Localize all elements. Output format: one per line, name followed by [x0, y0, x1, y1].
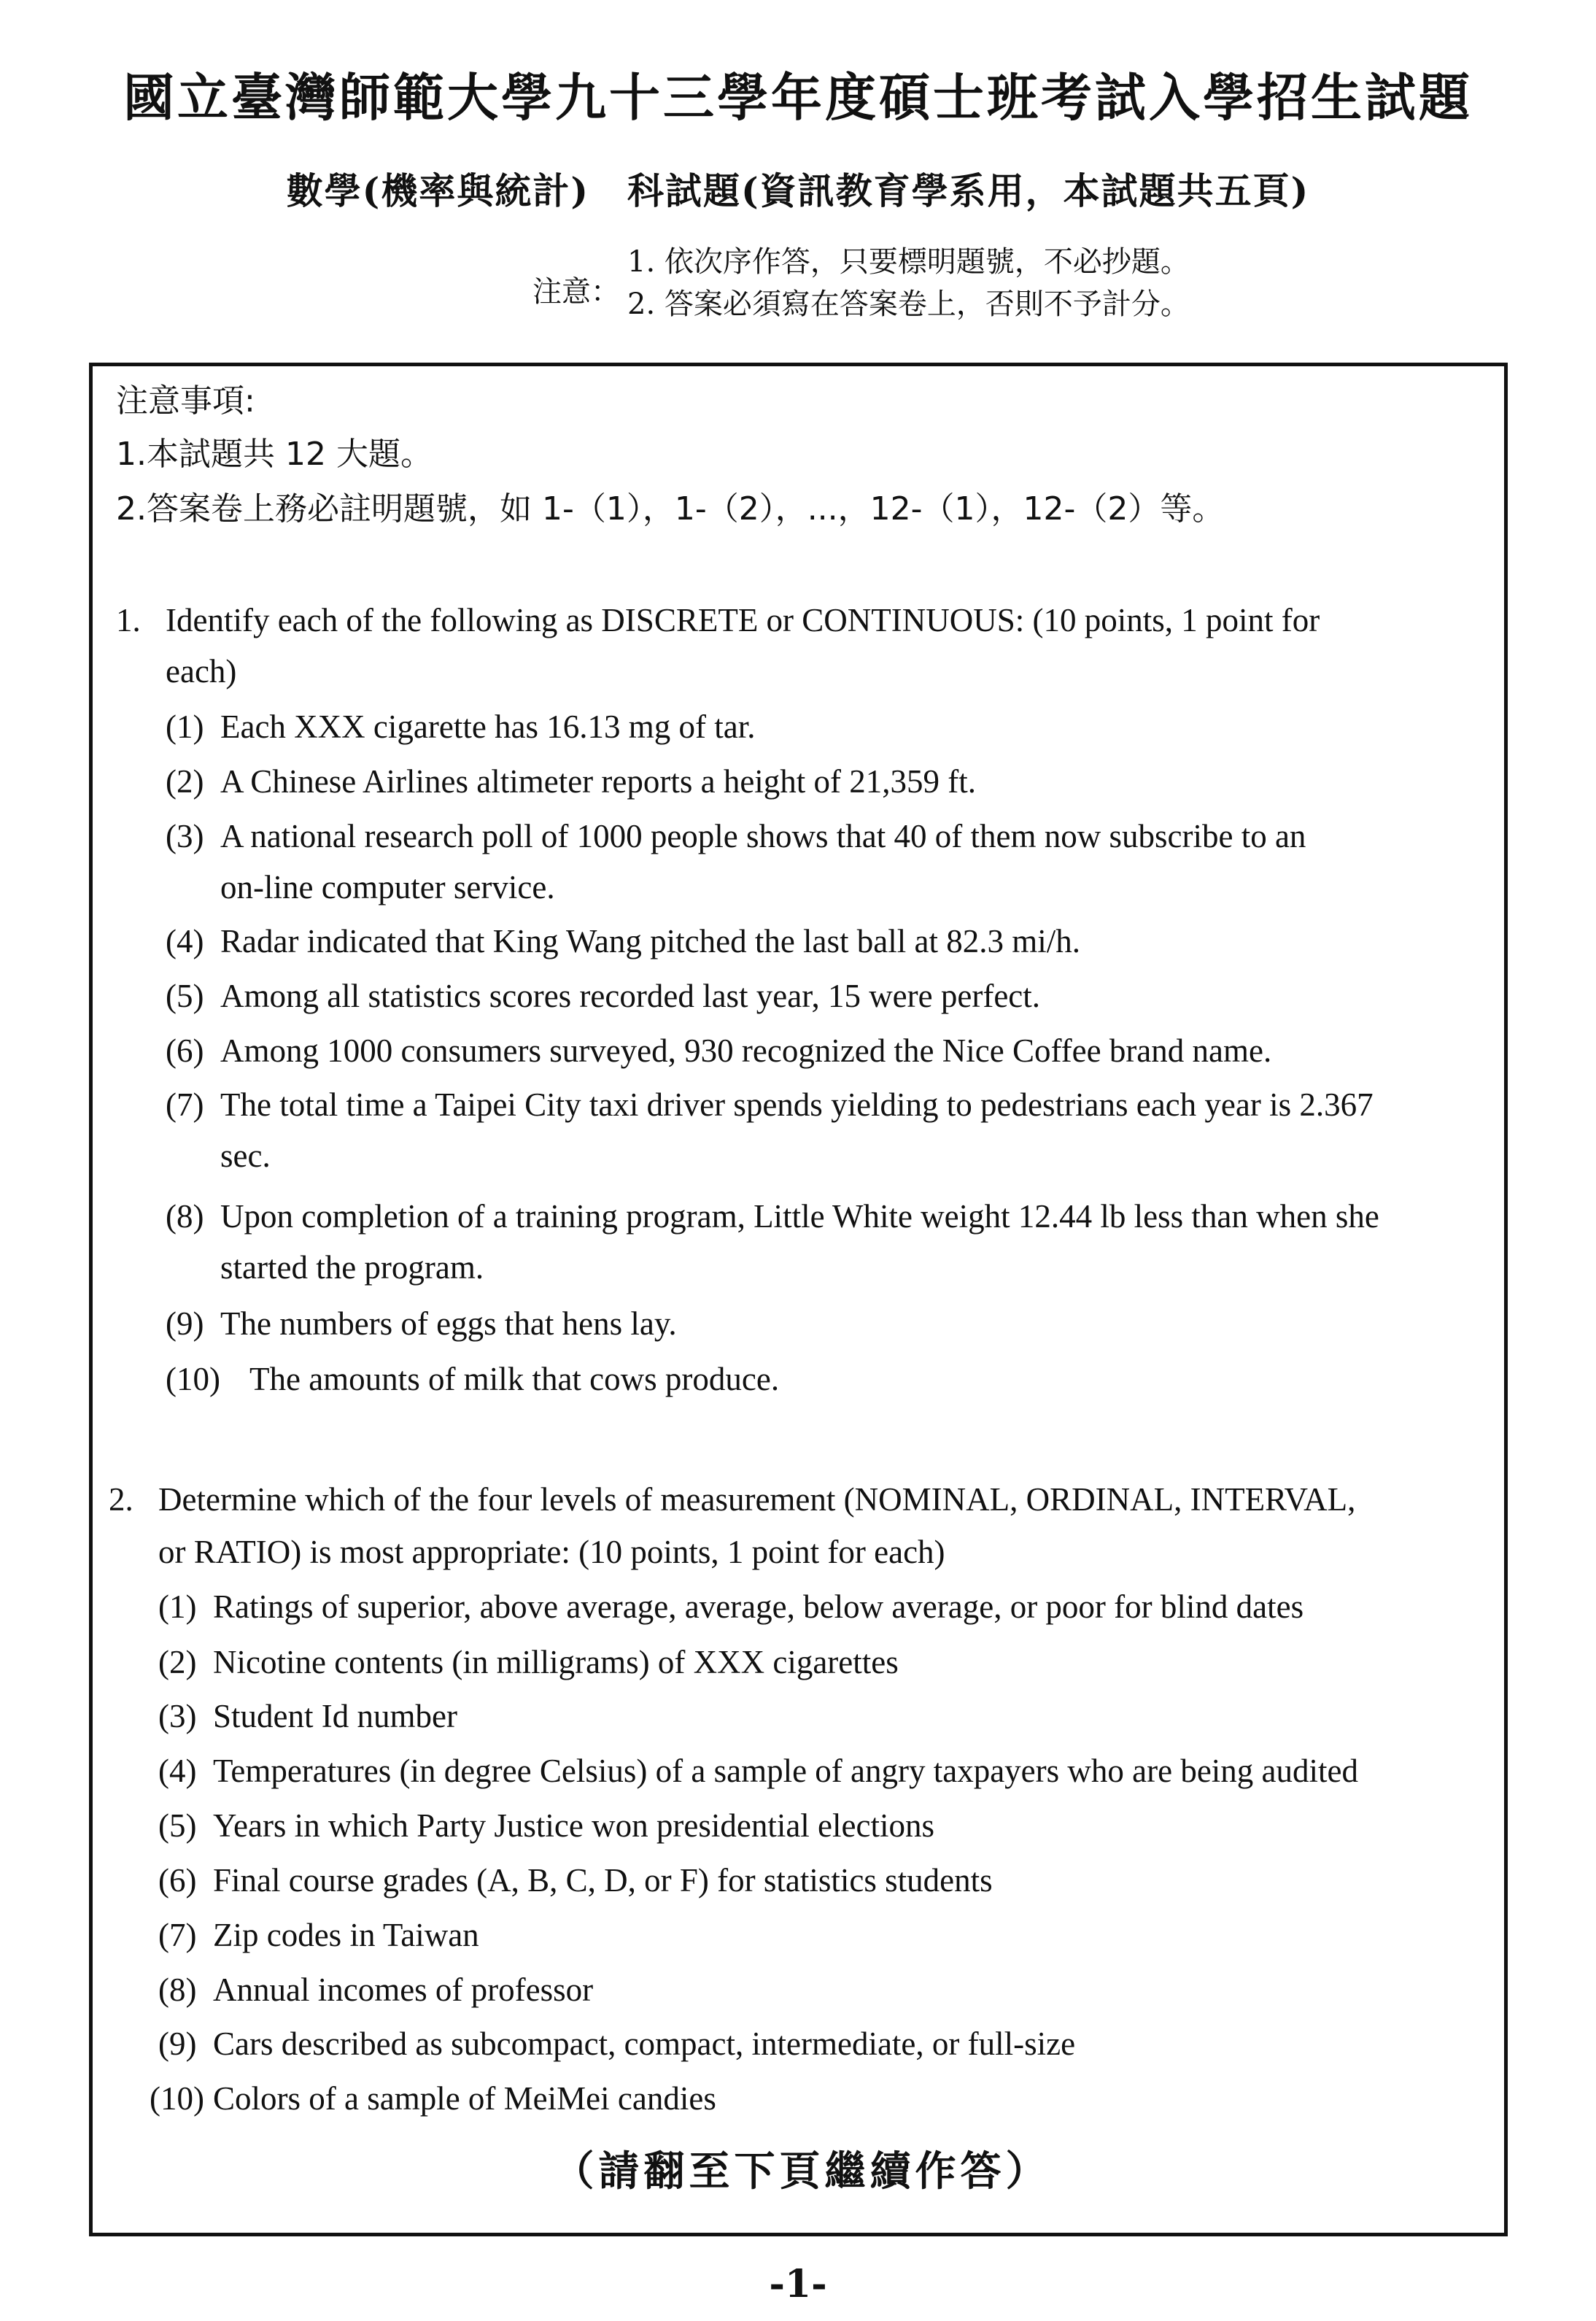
page-number: -1-: [769, 2262, 827, 2306]
instructions-heading: 注意事項:: [116, 382, 255, 420]
question-box: [89, 363, 1508, 2236]
question-prompt-line: Determine which of the four levels of measurement (NOMINAL, ORDINAL, INTERVAL,: [158, 1481, 1356, 1518]
item-text: The total time a Taipei City taxi driver spends yielding to pedestrians each year is 2.367: [220, 1086, 1374, 1123]
item-label: (8): [166, 1198, 204, 1235]
item-text: The numbers of eggs that hens lay.: [220, 1305, 677, 1342]
item-label: (9): [166, 1305, 204, 1342]
question-number: 2.: [109, 1481, 133, 1518]
item-text: Nicotine contents (in milligrams) of XXX cigarettes: [213, 1644, 899, 1680]
instruction-line: 2.答案卷上務必註明題號，如 1-（1），1-（2），...，12-（1），12-（2）等。: [116, 490, 1225, 528]
item-text: Upon completion of a training program, Little White weight 12.44 lb less than when she: [220, 1198, 1379, 1235]
exam-title: 國立臺灣師範大學九十三學年度碩士班考試入學招生試題: [123, 67, 1473, 128]
item-label: (7): [166, 1086, 204, 1123]
item-text: Cars described as subcompact, compact, intermediate, or full-size: [213, 2025, 1076, 2062]
item-text: A Chinese Airlines altimeter reports a height of 21,359 ft.: [220, 763, 977, 800]
notice-line: 1. 依次序作答，只要標明題號，不必抄題。: [627, 245, 1190, 279]
item-text: Zip codes in Taiwan: [213, 1917, 479, 1953]
item-text: started the program.: [220, 1249, 484, 1286]
item-label: (7): [158, 1917, 197, 1953]
question-prompt-line: Identify each of the following as DISCRETE or CONTINUOUS: (10 points, 1 point for: [166, 602, 1320, 638]
item-label: (2): [158, 1644, 197, 1680]
item-label: (1): [166, 708, 204, 745]
continue-note: （請翻至下頁繼續作答）: [553, 2147, 1051, 2196]
item-label: (3): [158, 1698, 197, 1734]
item-label: (6): [166, 1032, 204, 1069]
question-prompt-line: each): [166, 653, 237, 690]
item-text: Years in which Party Justice won presidential elections: [213, 1807, 934, 1844]
item-text: Temperatures (in degree Celsius) of a sample of angry taxpayers who are being audited: [213, 1753, 1359, 1789]
item-label: (10): [150, 2080, 204, 2117]
item-label: (5): [166, 978, 204, 1014]
question-prompt-line: or RATIO) is most appropriate: (10 points, 1 point for each): [158, 1534, 945, 1570]
item-label: (5): [158, 1807, 197, 1844]
item-text: Final course grades (A, B, C, D, or F) for statistics students: [213, 1862, 993, 1899]
item-label: (10): [166, 1361, 220, 1397]
item-label: (3): [166, 818, 204, 854]
instruction-line: 1.本試題共 12 大題。: [116, 436, 433, 473]
notice-line: 2. 答案必須寫在答案卷上，否則不予計分。: [627, 287, 1190, 321]
item-label: (4): [158, 1753, 197, 1789]
item-text: on-line computer service.: [220, 869, 555, 905]
item-text: Among all statistics scores recorded last year, 15 were perfect.: [220, 978, 1041, 1014]
item-label: (2): [166, 763, 204, 800]
item-text: Annual incomes of professor: [213, 1972, 594, 2008]
notice-lines: [627, 241, 1190, 325]
item-label: (1): [158, 1588, 197, 1625]
item-label: (8): [158, 1972, 197, 2008]
item-text: Radar indicated that King Wang pitched the last ball at 82.3 mi/h.: [220, 923, 1081, 959]
item-label: (6): [158, 1862, 197, 1899]
item-text: sec.: [220, 1138, 271, 1174]
item-text: Among 1000 consumers surveyed, 930 recognized the Nice Coffee brand name.: [220, 1032, 1272, 1069]
item-text: Student Id number: [213, 1698, 457, 1734]
exam-subtitle: 數學(機率與統計) 科試題(資訊教育學系用，本試題共五頁): [286, 169, 1310, 212]
item-text: Each XXX cigarette has 16.13 mg of tar.: [220, 708, 756, 745]
item-text: Ratings of superior, above average, average, below average, or poor for blind dates: [213, 1588, 1304, 1625]
question-number: 1.: [116, 602, 141, 638]
item-text: A national research poll of 1000 people shows that 40 of them now subscribe to an: [220, 818, 1306, 854]
item-label: (4): [166, 923, 204, 959]
item-text: Colors of a sample of MeiMei candies: [213, 2080, 716, 2117]
notice-label: 注意：: [532, 275, 620, 309]
item-label: (9): [158, 2025, 197, 2062]
item-text: The amounts of milk that cows produce.: [249, 1361, 780, 1397]
